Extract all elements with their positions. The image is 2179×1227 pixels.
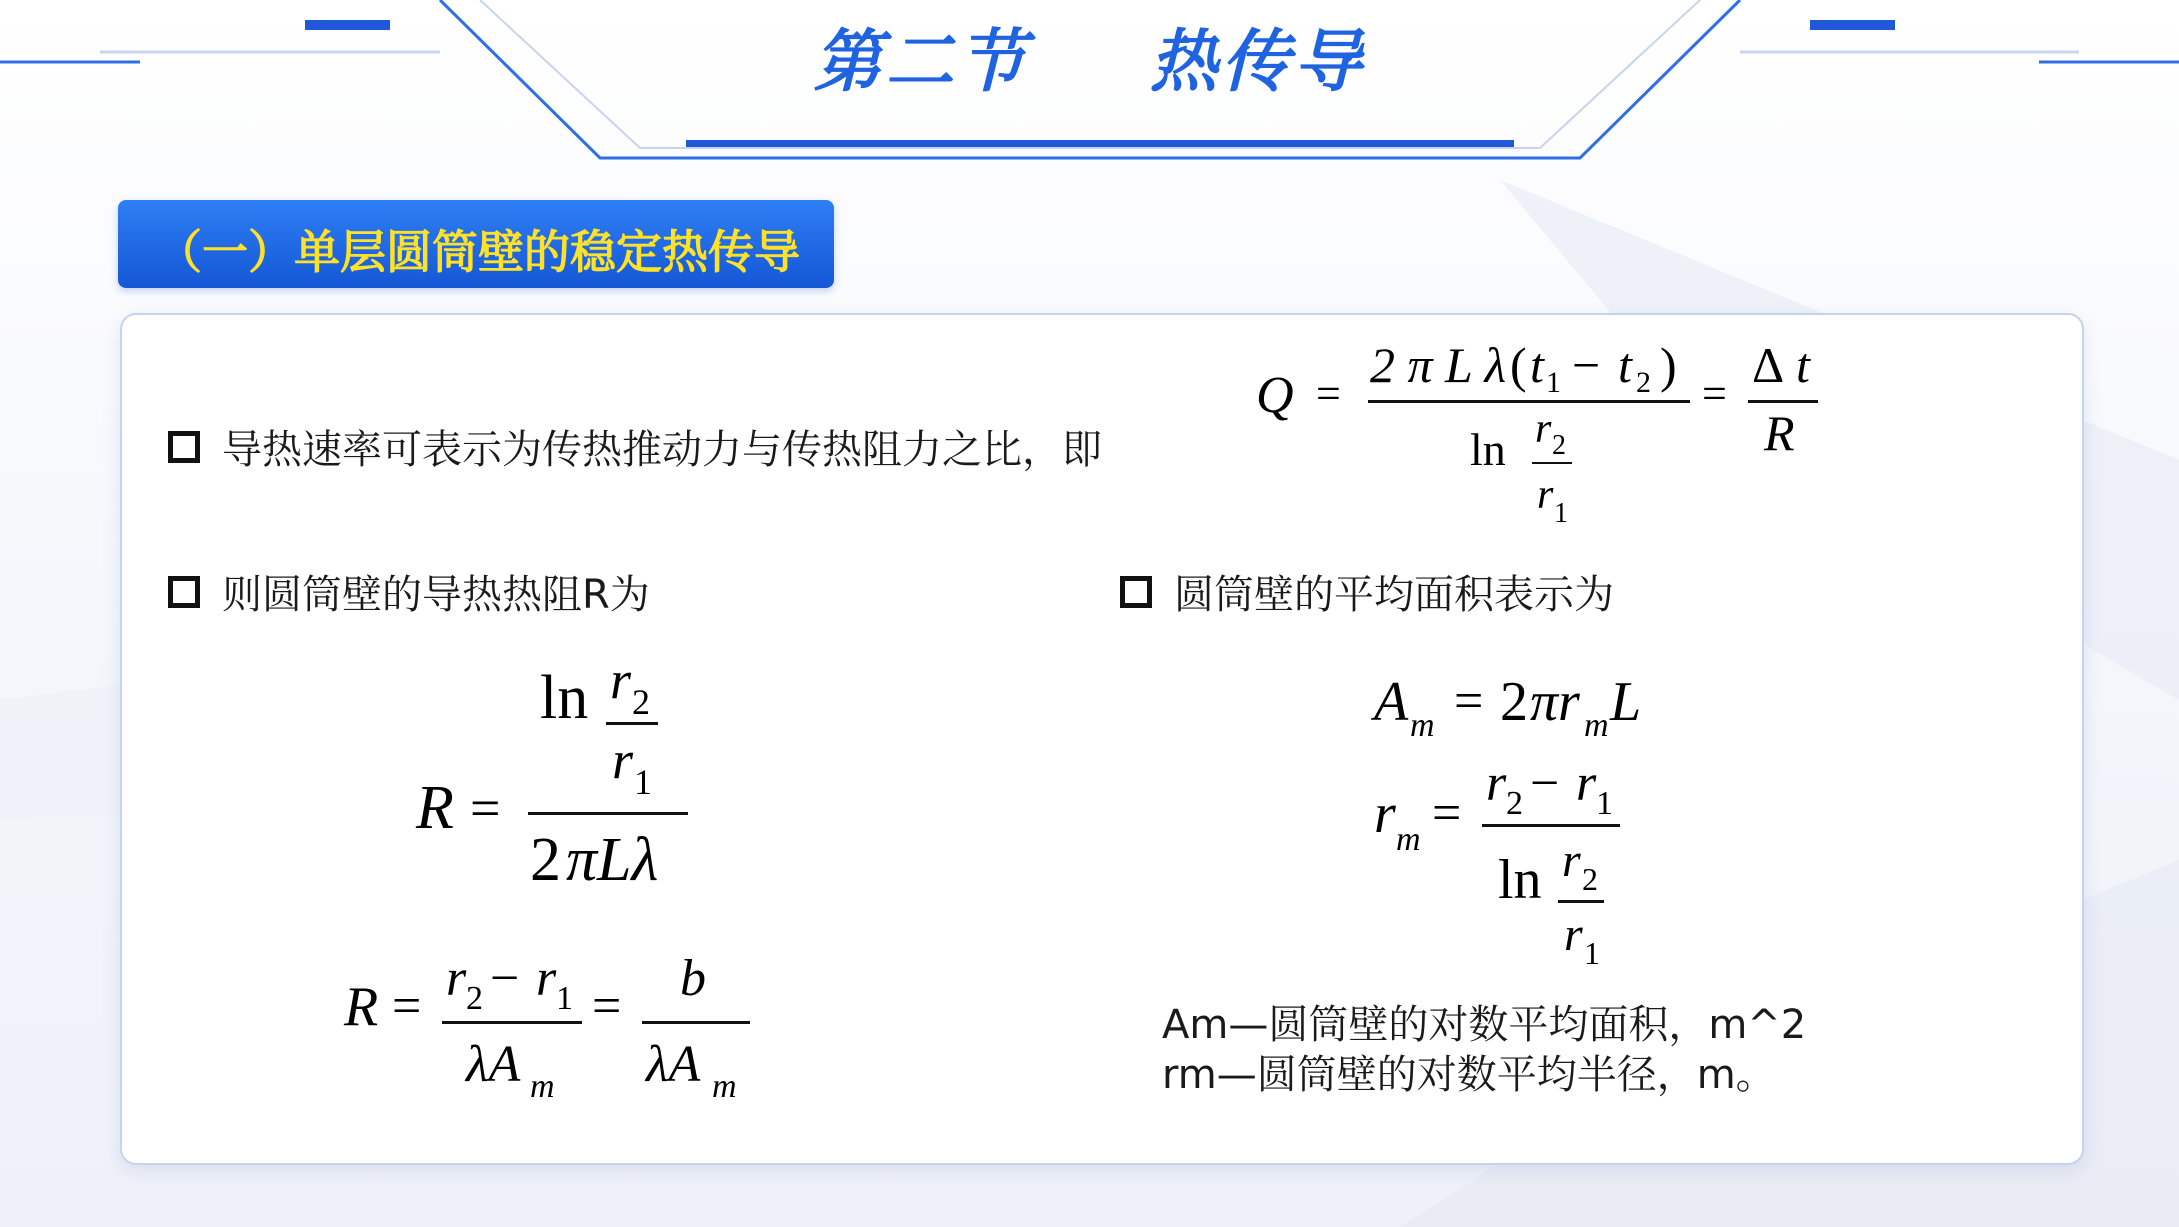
bullet-resistance <box>168 563 650 620</box>
formula-resistance-mean <box>340 945 760 1105</box>
svg-text:L: L <box>1610 671 1642 733</box>
svg-text:r: r <box>536 950 557 1007</box>
svg-text:r: r <box>446 950 467 1007</box>
svg-text:R: R <box>416 774 454 842</box>
svg-text:): ) <box>1660 337 1677 393</box>
bullet-mean-area <box>1120 563 1614 620</box>
svg-text:=: = <box>1316 369 1341 418</box>
svg-text:=: = <box>1432 785 1462 842</box>
svg-text:m: m <box>1396 821 1421 858</box>
svg-text:(: ( <box>1510 337 1527 393</box>
svg-text:−: − <box>1530 760 1560 812</box>
svg-text:λA: λA <box>466 1036 521 1093</box>
svg-text:2: 2 <box>632 682 650 722</box>
svg-text:1: 1 <box>556 980 573 1017</box>
svg-text:r: r <box>610 650 632 710</box>
svg-text:Q: Q <box>1256 367 1294 424</box>
svg-text:2: 2 <box>1500 671 1528 733</box>
svg-text:m: m <box>530 1068 555 1105</box>
svg-text:r: r <box>612 730 634 790</box>
formula-resistance-log <box>410 650 710 900</box>
svg-text:t: t <box>1530 337 1544 393</box>
bullet-rate <box>168 418 1102 475</box>
svg-text:b: b <box>680 950 706 1007</box>
svg-text:πr: πr <box>1530 671 1580 733</box>
svg-text:1: 1 <box>1596 785 1613 822</box>
svg-text:1: 1 <box>1546 366 1561 399</box>
svg-text:R: R <box>1764 405 1795 461</box>
svg-text:Δ: Δ <box>1752 337 1785 393</box>
bullet-rate-text: 导热速率可表示为传热推动力与传热阻力之比，即 <box>222 427 1102 473</box>
svg-text:1: 1 <box>634 762 652 802</box>
svg-text:r: r <box>1562 834 1581 887</box>
svg-text:=: = <box>392 978 422 1035</box>
svg-text:ln: ln <box>1470 424 1506 475</box>
svg-text:2: 2 <box>530 826 561 894</box>
formula-mean-area <box>1370 660 1670 750</box>
svg-text:t: t <box>1796 337 1810 393</box>
svg-text:=: = <box>1702 369 1727 418</box>
svg-text:2 π L λ: 2 π L λ <box>1370 337 1507 393</box>
svg-text:m: m <box>712 1068 737 1105</box>
svg-text:r: r <box>1537 472 1554 518</box>
svg-text:=: = <box>592 978 622 1035</box>
title-part-1: 第二节 <box>813 23 1030 102</box>
svg-text:2: 2 <box>1582 861 1598 897</box>
bullet-square-icon <box>168 431 200 463</box>
bullet-resistance-text: 则圆筒壁的导热热阻R为 <box>222 572 650 618</box>
formula-heat-rate <box>1250 330 1830 540</box>
svg-text:2: 2 <box>1636 366 1651 399</box>
svg-text:R: R <box>344 976 379 1038</box>
note-am: Am—圆筒壁的对数平均面积，m^2 <box>1162 1002 1807 1048</box>
svg-text:2: 2 <box>1506 785 1523 822</box>
section-heading-label: （一）单层圆筒壁的稳定热传导 <box>156 225 800 279</box>
bullet-mean-area-text: 圆筒壁的平均面积表示为 <box>1174 572 1614 618</box>
svg-text:t: t <box>1618 337 1632 393</box>
formula-mean-radius <box>1370 760 1640 980</box>
svg-text:−: − <box>490 950 520 1007</box>
svg-text:2: 2 <box>466 980 483 1017</box>
svg-text:1: 1 <box>1554 498 1568 529</box>
svg-text:1: 1 <box>1584 935 1600 971</box>
svg-text:ln: ln <box>1498 849 1542 911</box>
svg-text:m: m <box>1410 707 1435 744</box>
title-part-2: 热传导 <box>1149 23 1366 102</box>
page-title <box>0 8 2179 105</box>
svg-text:−: − <box>1572 337 1601 393</box>
svg-text:=: = <box>470 778 501 838</box>
note-rm: rm—圆筒壁的对数平均半径，m。 <box>1162 1052 1776 1098</box>
svg-text:A: A <box>1374 671 1409 733</box>
svg-text:λA: λA <box>646 1036 701 1093</box>
svg-text:r: r <box>1486 760 1507 812</box>
svg-text:ln: ln <box>540 664 589 732</box>
bullet-square-icon <box>1120 576 1152 608</box>
section-heading-tab <box>118 200 834 288</box>
svg-text:r: r <box>1564 908 1583 961</box>
svg-text:r: r <box>1374 783 1396 845</box>
svg-text:2: 2 <box>1552 430 1566 461</box>
svg-text:r: r <box>1576 760 1597 812</box>
bullet-square-icon <box>168 576 200 608</box>
svg-text:πLλ: πLλ <box>566 826 659 894</box>
svg-text:r: r <box>1535 406 1552 452</box>
svg-text:m: m <box>1584 707 1609 744</box>
svg-text:=: = <box>1454 673 1484 730</box>
